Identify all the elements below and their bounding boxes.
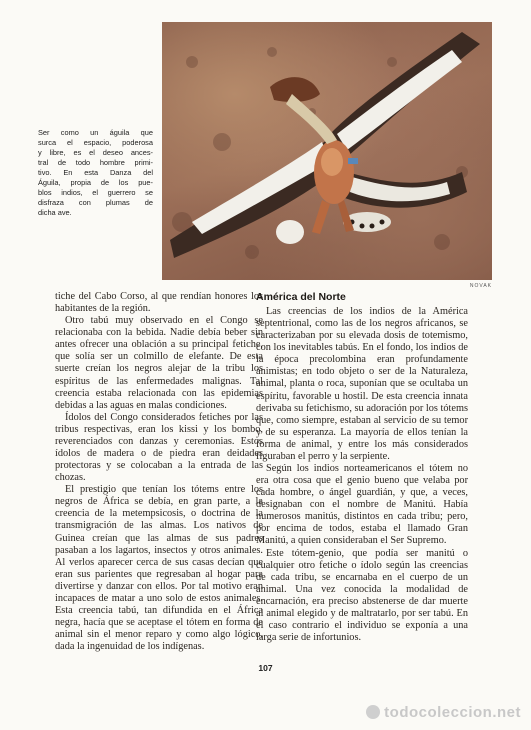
- caption-line: disfraza con plumas de: [38, 198, 153, 208]
- left-text-column: [55, 291, 263, 653]
- body-paragraph: tiche del Cabo Corso, al que rendían honores los habitantes de la región.: [55, 291, 263, 315]
- eagle-dance-illustration: [162, 22, 492, 280]
- photo-caption: [38, 128, 153, 218]
- right-text-column: [256, 291, 468, 644]
- body-paragraph: Ídolos del Congo considerados fetiches por las tribus respectivas, eran los kissi y los bombo, reverenciados con danzas y ceremonias. Estos ídolos de madera o de piedra eran deidades protectoras y se colocaban a la entrada de las chozas.: [55, 411, 263, 484]
- section-heading: América del Norte: [256, 291, 346, 303]
- caption-line: dicha ave.: [38, 208, 72, 218]
- caption-line: Ser como un águila que: [38, 128, 153, 137]
- body-paragraph: El prestigio que tenían los tótems entre los negros de África se debía, en gran parte, a la creencia de la metempsicosis, o doctrina de la transmigración de las almas. Los nativos de Guinea creían que las almas de sus padres pasaban a los lagartos, insectos y otros animales. Al verlos aparecer cerca de sus casas decían que eran sus parientes que regresaban al hogar para divertirse y danzar con ellos. Por tal motivo eran incapaces de matar a uno solo de estos animales. Esta creencia tabú, tan difundida en el África negra, hacía que se aceptase el tótem en forma de animal sin el menor reparo y como algo lógico, dada la ingenuidad de los indígenas.: [55, 484, 263, 653]
- caption-line: tral de todo hombre primi-: [38, 158, 153, 168]
- watermark-text: todocoleccion.net: [384, 703, 521, 721]
- watermark: [366, 702, 521, 722]
- body-paragraph: Las creencias de los indios de la América septentrional, como las de los negros africanos, se caracterizaban por su elevada dosis de totemismo, con los inevitables tabús. En el fondo, los indios de la época precolombina eran profundamente animistas; en todo objeto o ser de la Naturaleza, animal, planta o roca, suponían que se ocultaba un espíritu, favorable u hostil. De esta creencia innata derivaba su fetichismo, su adoración por los tótems que, como siempre, estaban al servicio de su temor y de su esperanza. La mayoría de ellos tenían la forma de animal, y entre los más considerados figuraban el perro y la serpiente.: [256, 306, 468, 462]
- caption-line: surca el espacio, poderosa: [38, 138, 153, 148]
- eagle-dance-photo: [162, 22, 492, 280]
- caption-line: Águila, propia de los pue-: [38, 178, 153, 188]
- body-paragraph: Según los indios norteamericanos el tótem no era otra cosa que el genio bueno que velaba por cada hombre, o ángel guardián, y que, a veces, designaban con el nombre de Manitú. Había numerosos manitús, distintos en cada tribu; pero, por encima de todos, estaba el llamado Gran Manitú, a quien consideraban el Ser Supremo.: [256, 463, 468, 547]
- caption-line: y libre, es el deseo ances-: [38, 148, 153, 158]
- body-paragraph: Otro tabú muy observado en el Congo se relacionaba con la bebida. Nadie debía beber sin antes ofrecer una oblación a su principal fetiche, que solía ser un colmillo de elefante. De esta suerte creían los negros alejar de la tribu los espíritus de las enfermedades malignas. Tal creencia estaba relacionada con las epidemias debidas a las aguas en malas condiciones.: [55, 315, 263, 411]
- photo-credit: NOVAK: [469, 283, 492, 289]
- page-number: 107: [258, 663, 273, 673]
- body-paragraph: Este tótem-genio, que podía ser manitú o cualquier otro fetiche o ídolo según las creencias de cada tribu, se encarnaba en el cuerpo de un animal. Una vez conocida la modalidad de encarnación, era preciso abstenerse de dar muerte al animal elegido y de maltratarlo, por ser tabú. En el caso contrario el individuo se exponía a una larga serie de infortunios.: [256, 547, 468, 644]
- watermark-logo-icon: [366, 705, 380, 719]
- caption-line: blos indios, el guerrero se: [38, 188, 153, 198]
- caption-line: tivo. En esta Danza del: [38, 168, 153, 178]
